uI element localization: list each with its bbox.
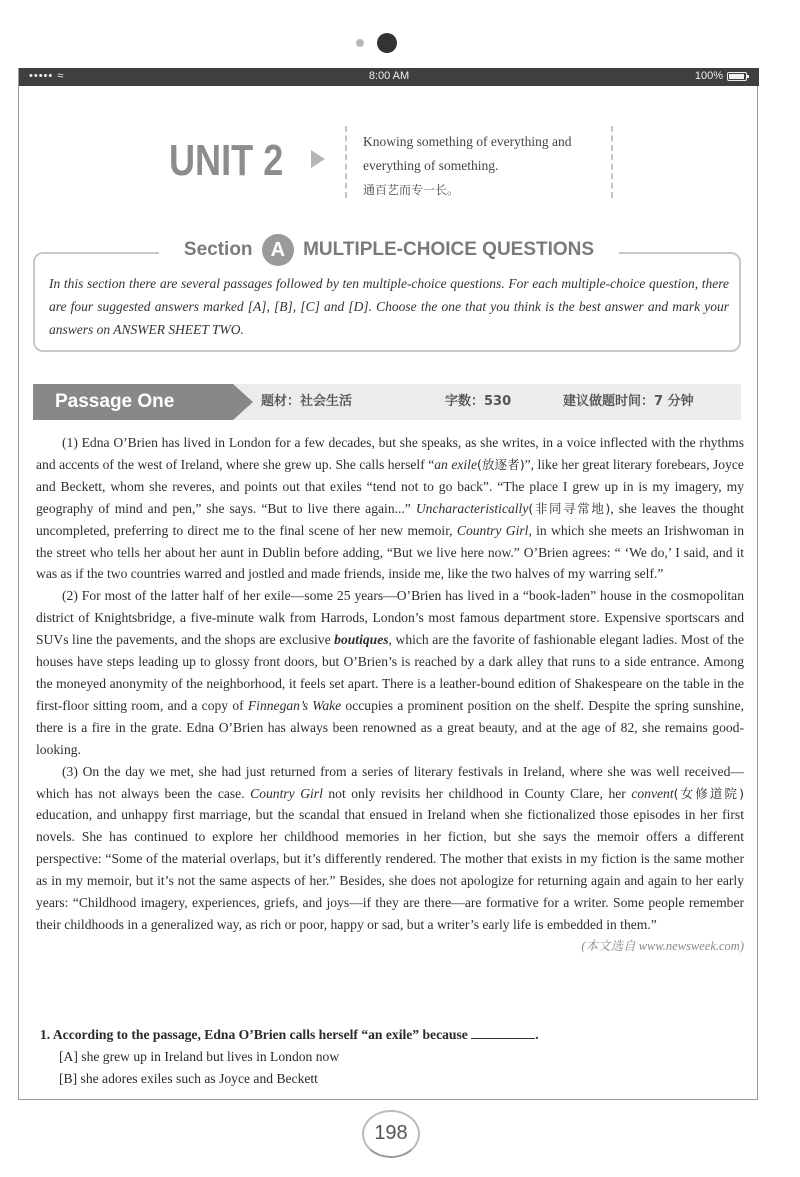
section-label: Section <box>183 239 253 260</box>
unit-motto <box>345 126 613 198</box>
status-bar <box>19 68 759 86</box>
option-text: she grew up in Ireland but lives in London now <box>81 1049 340 1064</box>
question-1 <box>40 1024 740 1090</box>
gloss-chinese: (放逐者) <box>476 456 525 472</box>
text-run: (1) Edna O’Brien has lived in London for a few decades, but she speaks, as she writes, in a voice inflected with the rhythms and accents of the west of Ireland, where she grew up. She calls herself “ <box>36 435 744 472</box>
option-letter: [B] <box>59 1071 78 1086</box>
option-text: she adores exiles such as Joyce and Beckett <box>80 1071 318 1086</box>
book-title: Finnegan’s Wake <box>247 697 342 713</box>
paragraph-1 <box>36 432 744 585</box>
text-run: not only revisits her childhood in County Clare, her <box>322 785 632 801</box>
text-run: (3) On the day we met, she had just returned from a series of literary festivals in Ireland, where she was well received—which has not always been the case. <box>36 763 744 801</box>
arrow-right-icon <box>311 150 325 168</box>
battery-indicator <box>695 70 747 82</box>
unit-title: UNIT 2 <box>169 136 284 185</box>
term-italic: an exile <box>434 456 477 472</box>
section-heading <box>159 232 619 268</box>
camera-sensor-icon <box>356 39 364 47</box>
text-run: occupies a prominent position on the shelf. Despite the spring sunshine, there is a fire in the grate. Edna O’Brien has always been renowned as a great beauty, and at the age of 82, she remains good-looking. <box>36 697 744 757</box>
text-run: ”, like her great literary forebears, Joyce and Beckett, whom she reveres, and points out that exiles “tend not to go back”. “The place I grew up in is my imagery, my geography of mind and pen,” she says. “But to live there again...” <box>36 456 744 516</box>
term-italic: Uncharacteristically <box>415 500 529 516</box>
motto-chinese: 通百艺而专一长。 <box>363 183 460 197</box>
passage-body <box>36 432 744 958</box>
page-number-badge <box>362 1110 422 1158</box>
passage-header <box>33 384 741 420</box>
page-number: 198 <box>374 1122 408 1144</box>
text-run: , she leaves the thought uncompleted, preferring to direct me to the final scene of her new memoir, <box>36 500 744 538</box>
term-italic: convent <box>631 785 674 801</box>
text-run: (2) For most of the latter half of her exile—some 25 years—O’Brien has lived in a “book-laden” house in the cosmopolitan district of Knightsbridge, a five-minute walk from Harrods, London’s most famous department store. Expensive sportscars and SUVs line the pavements, and the shops are exclusive <box>36 588 744 648</box>
unit-header <box>169 126 629 206</box>
passage-word-count: 字数：530 <box>445 394 512 409</box>
text-run: , in which she meets an Irishwoman in the street who tells her about her aunt in Dublin before adding, “But we live here now.” O’Brien agrees: “ ‘We do,’ I said, and it was as if the two countries warred and jostled and made friends, inside me, like the two halves of my warring self.” <box>36 522 744 582</box>
text-run: education, and unhappy first marriage, but the scandal that ensued in Ireland when she fictionalized those episodes in her first novels. She has continued to explore her childhood memories in her fiction, but she says the memoir offers a different perspective: “Some of the material overlaps, but it’s differently rendered. The mother that exists in my fiction is the same mother as in my memoir, but it’s not the same aspects of her.” Besides, she does not apologize for returning again and again to her early years: “Childhood imagery, experiences, griefs, and joys—if they are there—are formative for a writer. Some people remember their childhoods in a generalized way, as rich or poor, happy or sad, but a writer’s early life is embedded in them.” <box>36 807 744 932</box>
option-a[interactable] <box>40 1046 740 1068</box>
term-bold-italic: boutiques <box>334 632 389 648</box>
question-text: 1. According to the passage, Edna O’Brien calls herself “an exile” because <box>40 1027 468 1042</box>
signal-indicator: ••••• ≈ <box>29 70 65 82</box>
book-title: Country Girl <box>456 522 529 538</box>
option-b[interactable] <box>40 1068 740 1090</box>
book-title: Country Girl <box>250 785 323 801</box>
section-instructions: In this section there are several passages followed by ten multiple-choice questions. For each multiple-choice question, there are four suggested answers marked [A], [B], [C] and [D]. Choose the one that you think is the best answer and mark your answers on ANSWER SHEET TWO. <box>49 276 729 337</box>
passage-topic: 题材：社会生活 <box>261 394 353 409</box>
option-letter: [A] <box>59 1049 78 1064</box>
passage-tab-arrow-icon <box>233 384 253 420</box>
paragraph-3 <box>36 761 744 953</box>
section-title: MULTIPLE-CHOICE QUESTIONS <box>303 239 595 260</box>
device-camera <box>0 33 800 53</box>
passage-label: Passage One <box>33 384 233 420</box>
tablet-screen <box>18 68 758 1100</box>
battery-icon <box>727 72 747 81</box>
motto-line-2: everything of something. <box>363 158 499 173</box>
question-stem <box>40 1024 740 1046</box>
battery-percent: 100% <box>694 70 723 82</box>
question-end: . <box>535 1027 539 1042</box>
status-time: 8:00 AM <box>368 70 410 82</box>
section-letter-badge: A <box>262 234 294 266</box>
gloss-chinese: (女修道院) <box>673 785 744 801</box>
paragraph-2 <box>36 585 744 760</box>
gloss-chinese: (非同寻常地) <box>528 500 611 516</box>
text-run: , which are the favorite of fashionable elegant ladies. Most of the houses have steps leading up to glossy front doors, but O’Brien’s is reached by a dark alley that runs to a side entrance. Among the moneyed anonymity of the neighborhood, it feels set apart. There is a leather-bound edition of Shakespeare on the table in the first-floor sitting room, and a copy of <box>36 632 744 713</box>
camera-lens-icon <box>377 33 397 53</box>
answer-blank[interactable] <box>471 1027 535 1039</box>
source-citation: (本文选自 www.newsweek.com) <box>581 938 744 953</box>
motto-line-1: Knowing something of everything and <box>363 134 572 149</box>
passage-suggested-time: 建议做题时间：7 分钟 <box>563 394 694 409</box>
